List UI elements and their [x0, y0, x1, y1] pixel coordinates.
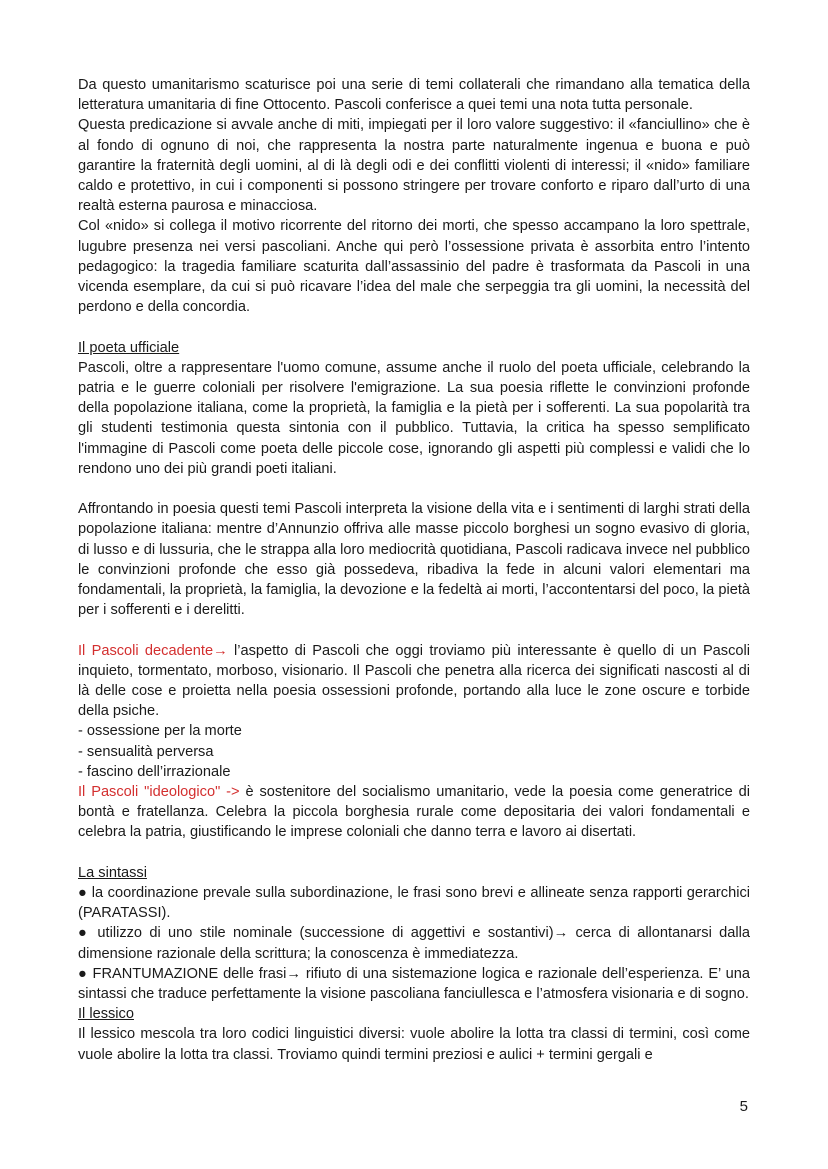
decadente-paragraph [78, 641, 750, 722]
list-item: - sensualità perversa [78, 743, 214, 760]
intro-paragraph-3: Col «nido» si collega il motivo ricorrente del ritorno dei morti, che spesso accampano la loro spettrale, lugubre presenza nei versi pascoliani. Anche qui però l’ossessione privata è assorbita entro l’intento pedagogico: la tragedia familiare scaturita dall’assassinio del padre è trasformata da Pascoli in una vicenda esemplare, da cui si può ricavare l’idea del male che serpeggia tra gli uomini, la necessità del perdono e della concordia. [78, 218, 750, 316]
sintassi-bullet-2: ● utilizzo di uno stile nominale (successione di aggettivi e sostantivi)→ cerca di allontanarsi dalla dimensione razionale della scrittura; la conoscenza è immediatezza. [78, 925, 750, 962]
document-body [78, 75, 750, 1065]
poeta-ufficiale-paragraph-2: Affrontando in poesia questi temi Pascoli interpreta la visione della vita e i sentimenti di larghi strati della popolazione italiana: mentre d’Annunzio offriva alle masse piccolo borghesi un sogno evasivo di gloria, di lusso e di lussuria, che le strappa alla loro mediocrità quotidiana, Pascoli radicava invece nel pubblico le convinzioni profonde che esso già possedeva, ribadiva la fede in alcuni valori elementari ma fondamentali, la proprietà, la famiglia, la devozione e la fedeltà ai morti, l’accontentarsi del poco, la pietà per i sofferenti e i derelitti. [78, 501, 750, 619]
ideologico-label: Il Pascoli "ideologico" -> [78, 784, 240, 801]
page-number: 5 [739, 1098, 748, 1115]
list-item: - ossessione per la morte [78, 723, 242, 740]
heading-sintassi: La sintassi [78, 864, 147, 881]
decadente-label: Il Pascoli decadente→ [78, 642, 228, 659]
poeta-ufficiale-paragraph-1: Pascoli, oltre a rappresentare l'uomo comune, assume anche il ruolo del poeta ufficiale, celebrando la patria e le guerre coloniali per risolvere l'emigrazione. La sua poesia riflette le convinzioni profonde della popolazione italiana, come la proprietà, la famiglia e la pietà per i sofferenti. La sua popolarità tra gli studenti testimonia questa sintonia con il pubblico. Tuttavia, la critica ha spesso semplificato l'immagine di Pascoli come poeta delle piccole cose, ignorando gli aspetti più complessi e validi che lo rendono uno dei più grandi poeti italiani. [78, 359, 750, 477]
sintassi-bullet-3: ● FRANTUMAZIONE delle frasi→ rifiuto di una sistemazione logica e razionale dell’esperienza. E’ una sintassi che traduce perfettamente la visione pascoliana fanciullesca e l’atmosfera visionaria e di sogno. [78, 965, 750, 1003]
ideologico-text: è sostenitore del socialismo umanitario, vede la poesia come generatrice di bontà e fratellanza. Celebra la piccola borghesia rurale come depositaria dei valori fondamentali e celebra la patria, giustificando le imprese coloniali che danno terra e lavoro ai disertati. [78, 784, 750, 841]
heading-lessico: Il lessico [78, 1006, 134, 1023]
sintassi-bullet-1: ● la coordinazione prevale sulla subordinazione, le frasi sono brevi e allineate senza rapporti gerarchici (PARATASSI). [78, 885, 750, 922]
lessico-paragraph: Il lessico mescola tra loro codici linguistici diversi: vuole abolire la lotta tra classi di termini, così come vuole abolire la lotta tra classi. Troviamo quindi termini preziosi e aulici + termini gergali e [78, 1026, 750, 1063]
heading-poeta-ufficiale: Il poeta ufficiale [78, 339, 180, 356]
intro-paragraph-1: Da questo umanitarismo scaturisce poi una serie di temi collaterali che rimandano alla tematica della letteratura umanitaria di fine Ottocento. Pascoli conferisce a quei temi una nota tutta personale. [78, 77, 750, 114]
ideologico-paragraph [78, 782, 750, 843]
decadente-text: l’aspetto di Pascoli che oggi troviamo più interessante è quello di un Pascoli inquieto, tormentato, morboso, visionario. Il Pascoli che penetra alla ricerca dei significati nascosti al di là delle cose e proietta nella poesia ossessioni profonde, portando alla luce le zone oscure e torbide della psiche. [78, 642, 750, 720]
intro-paragraph-2: Questa predicazione si avvale anche di miti, impiegati per il loro valore suggestivo: il «fanciullino» che è al fondo di ognuno di noi, che rappresenta la nostra parte naturalmente ingenua e buona e può garantire la fraternità degli uomini, al di là degli odi e dei conflitti violenti di interessi; il «nido» familiare caldo e protettivo, in cui i componenti si possono stringere per trovare conforto e riparo dall’urto di una realtà esterna paurosa e minacciosa. [78, 117, 750, 215]
list-item: - fascino dell’irrazionale [78, 763, 231, 780]
